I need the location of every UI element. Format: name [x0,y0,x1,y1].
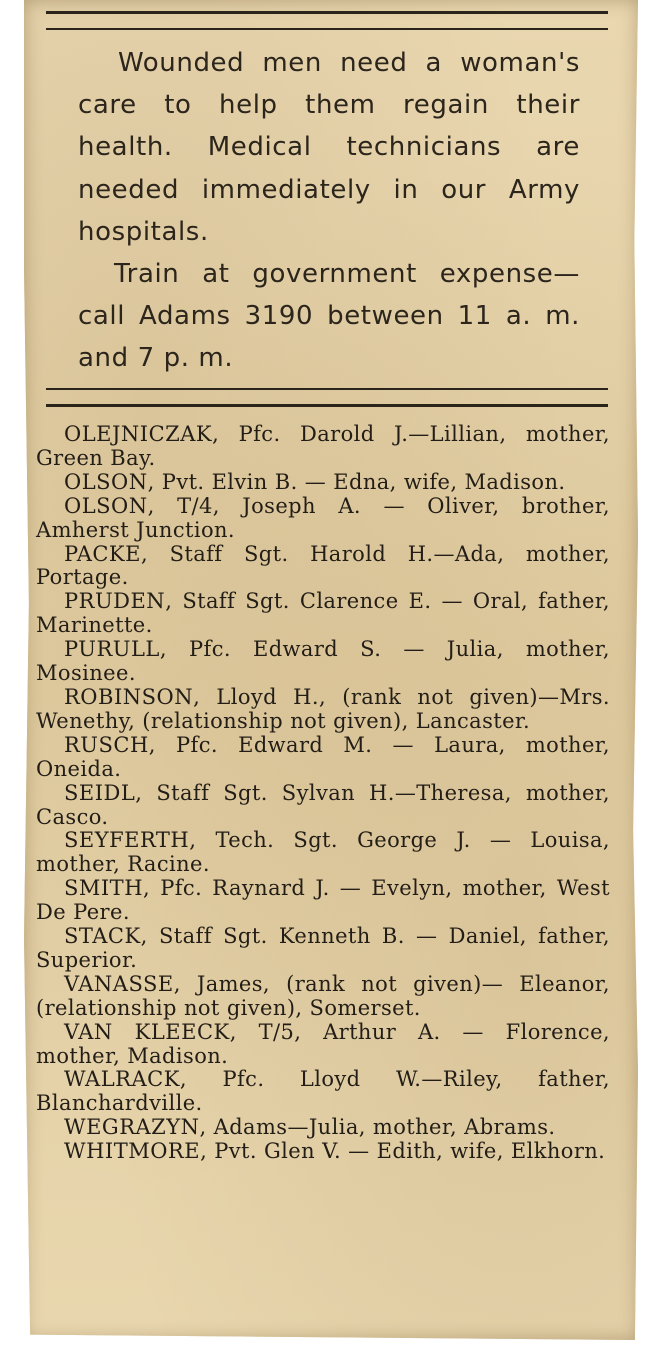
entry-details: , Pvt. Elvin B. — Edna, wife, Madison. [147,469,566,494]
list-item [36,734,610,782]
entry-name: SMITH [64,876,144,901]
casualty-list [36,423,610,1164]
entry-name: VAN KLEECK [64,1019,230,1044]
list-item [36,590,610,638]
list-item [36,638,610,686]
entry-name: OLEJNICZAK [64,422,213,446]
entry-details: , Pfc. Raynard J. — Evelyn, mother, West De Pere. [36,876,610,925]
entry-details: , Staff Sgt. Harold H.—Ada, mother, Portage. [36,541,610,590]
entry-details: , Pfc. Darold J.—Lillian, mother, Green Bay. [36,422,610,470]
entry-details: , T/5, Arthur A. — Florence, mother, Madison. [36,1019,610,1068]
entry-name: ROBINSON [64,684,194,709]
list-item [36,877,610,925]
entry-details: , Staff Sgt. Clarence E. — Oral, father, Marinette. [36,589,610,638]
divider-rule-1 [46,388,608,390]
entry-details: , T/4, Joseph A. — Oliver, brother, Amherst Junction. [36,493,610,542]
list-item [36,1116,610,1140]
entry-name: WHITMORE [64,1139,201,1164]
entry-details: , Lloyd H., (rank not given)—Mrs. Wenethy, (relationship not given), Lancaster. [36,684,610,733]
list-item [36,495,610,543]
list-item [36,1068,610,1116]
recruitment-notice [78,42,580,380]
entry-details: , Staff Sgt. Sylvan H.—Theresa, mother, Casco. [36,780,610,829]
entry-name: OLSON [64,493,148,518]
entry-name: WEGRAZYN [64,1115,200,1140]
list-item [36,829,610,877]
top-rule-2 [46,28,608,30]
entry-name: PACKE [64,541,141,566]
top-rule-1 [46,11,608,14]
list-item [36,543,610,591]
list-item [36,471,610,495]
entry-name: PRUDEN [64,589,166,614]
list-item [36,423,610,471]
entry-details: , Pvt. Glen V. — Edith, wife, Elkhorn. [200,1139,606,1164]
entry-name: RUSCH [64,732,149,757]
notice-paragraph-1: Wounded men need a woman's care to help them regain their health. Medical technicians are needed immediately in our Army hospitals. [78,48,580,247]
entry-name: SEYFERTH [64,828,190,853]
entry-name: PURULL [64,637,160,662]
list-item [36,1140,610,1164]
entry-name: WALRACK [64,1067,180,1092]
entry-details: , Pfc. Lloyd W.—Riley, father, Blanchardville. [36,1067,610,1116]
entry-details: , Pfc. Edward S. — Julia, mother, Mosinee. [36,637,610,686]
entry-details: , James, (rank not given)— Eleanor, (relationship not given), Somerset. [36,971,610,1020]
list-item [36,1021,610,1069]
list-item [36,973,610,1021]
list-item [36,782,610,830]
list-item [36,925,610,973]
entry-details: , Pfc. Edward M. — Laura, mother, Oneida. [36,732,610,781]
entry-details: , Tech. Sgt. George J. — Louisa, mother, Racine. [36,828,610,877]
list-item [36,686,610,734]
entry-name: OLSON [64,469,148,494]
divider-rule-2 [46,404,608,407]
entry-details: , Adams—Julia, mother, Abrams. [199,1115,556,1140]
entry-name: VANASSE [64,971,174,996]
entry-name: SEIDL [64,780,136,805]
entry-details: , Staff Sgt. Kenneth B. — Daniel, father, Superior. [36,924,610,972]
entry-name: STACK [64,924,141,949]
notice-paragraph-2: Train at government expense—call Adams 3190 between 11 a. m. and 7 p. m. [78,259,580,374]
